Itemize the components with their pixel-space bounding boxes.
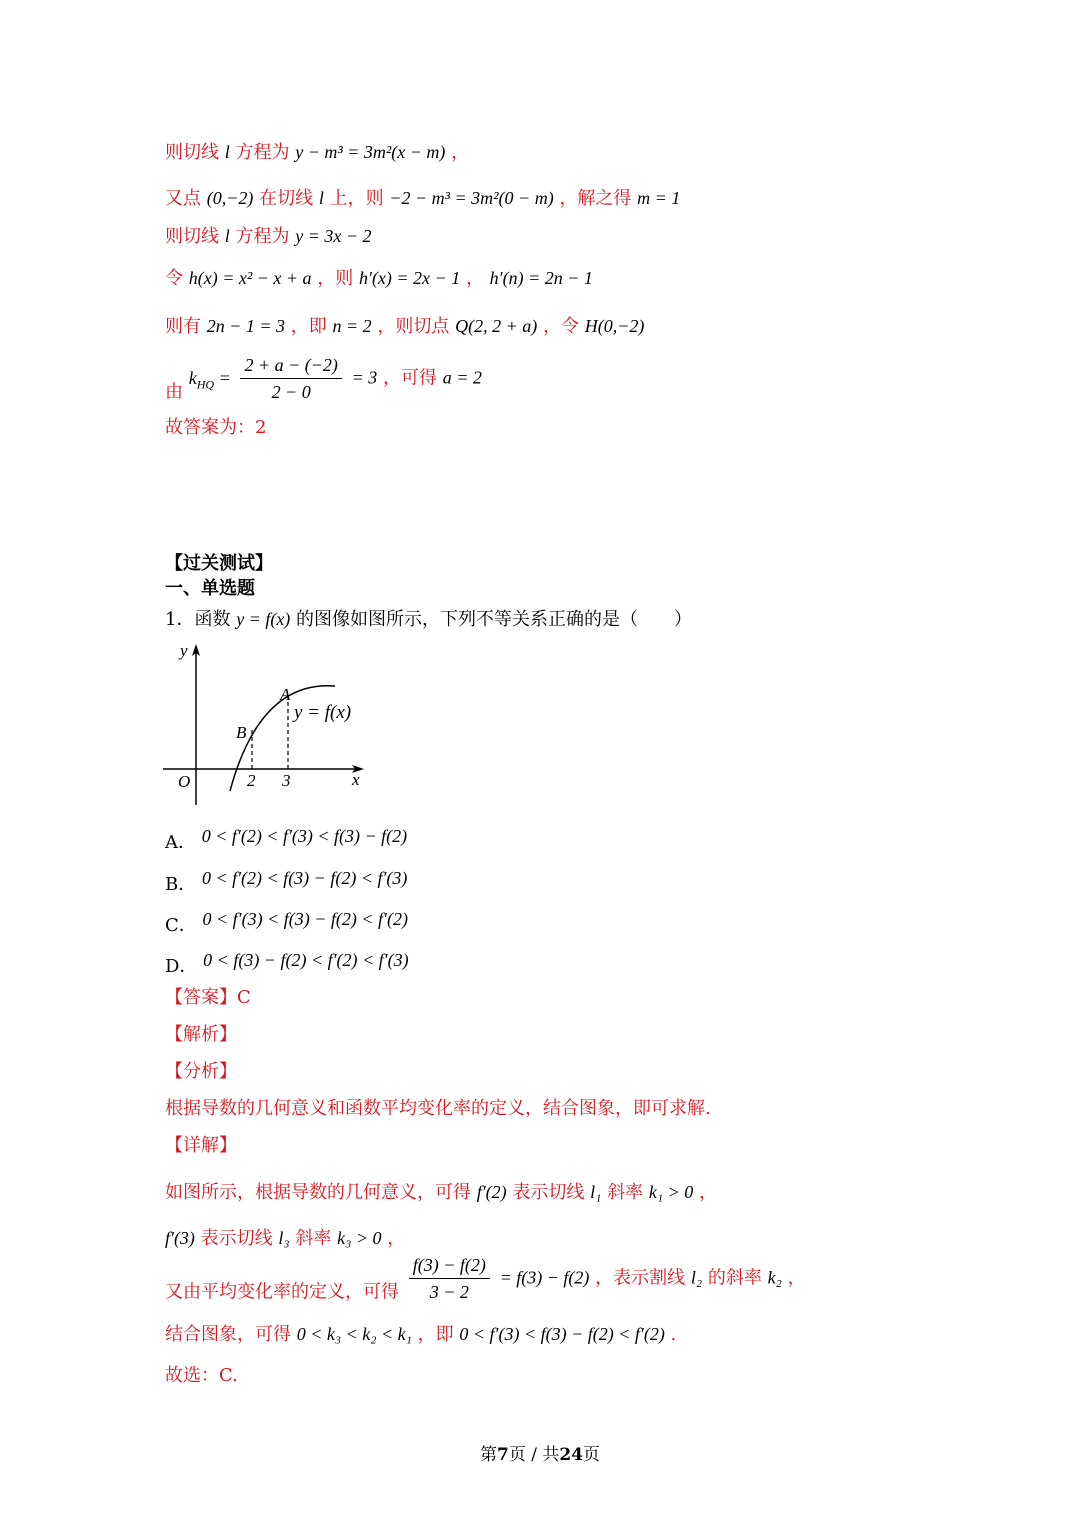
solution-line-1 [165, 140, 469, 165]
text: 上，则 [329, 188, 384, 209]
math-equation: h′(n) = 2n − 1 [489, 268, 593, 288]
text: 表示切线 [512, 1182, 585, 1203]
text: ，则 [317, 268, 354, 289]
math-inequality: 0 < k₃ < k₂ < k₁ [296, 1324, 412, 1344]
text: 如图所示，根据导数的几何意义，可得 [165, 1182, 471, 1203]
fraction [240, 352, 341, 405]
math-var: l₂ [690, 1267, 703, 1288]
text: ， [451, 142, 470, 163]
math-equation: −2 − m³ = 3m²(0 − m) [389, 188, 554, 208]
math-equation: = f(3) − f(2) [499, 1267, 590, 1288]
answer-label: 【答案】 [165, 987, 237, 1008]
math-function: y = f(x) [236, 609, 291, 629]
math-equation: = 3 [351, 367, 378, 388]
option-c [165, 907, 408, 938]
detail-label: 【详解】 [165, 1135, 237, 1156]
text: 斜率 [295, 1228, 332, 1249]
detail-line-5: 故选：C. [165, 1365, 238, 1386]
option-label: A． [165, 832, 196, 853]
solution-line-4 [165, 266, 593, 291]
math-var: l [318, 188, 324, 208]
text: ，表示割线 [595, 1267, 686, 1289]
footer-text: 第 [479, 1445, 497, 1465]
slope-symbol: $k_{HQ}$ = [188, 367, 231, 392]
tangent-equation: y − m³ = 3m²(x − m) [295, 142, 446, 162]
solution-line-5 [165, 314, 644, 339]
math-equation: h′(x) = 2x − 1 [359, 268, 461, 288]
math-point: H(0,−2) [584, 316, 645, 336]
detail-line-1 [165, 1180, 717, 1205]
text: 的斜率 [707, 1267, 762, 1289]
math-equation: y = 3x − 2 [295, 226, 372, 246]
solution-line-2 [165, 186, 680, 211]
page-footer [0, 1440, 1080, 1465]
math-equation: Q(2, 2 + a) [455, 316, 538, 336]
section-title: 【过关测试】 [165, 553, 273, 574]
text: 则切线 [165, 226, 219, 247]
text: ，即 [290, 316, 327, 337]
text: 又由平均变化率的定义，可得 [165, 1281, 399, 1303]
origin-label: O [178, 772, 191, 791]
y-axis-label: y [180, 641, 188, 660]
answer-value: C [237, 987, 251, 1008]
text: ，令 [543, 316, 579, 337]
text: 方程为 [235, 142, 290, 163]
y-axis [192, 644, 200, 805]
text: 令 [165, 268, 183, 289]
math-var: k₂ [767, 1267, 782, 1288]
text: 1．函数 [165, 609, 231, 630]
option-text: 0 < f′(2) < f′(3) < f(3) − f(2) [201, 826, 408, 846]
text: 斜率 [607, 1182, 644, 1203]
analysis-label: 【解析】 [165, 1024, 237, 1045]
detail-line-4 [165, 1322, 676, 1347]
text: . [670, 1324, 677, 1345]
text: 的图像如图所示，下列不等关系正确的是（ ） [296, 609, 693, 630]
math-var: l [224, 226, 230, 246]
solution-line-3 [165, 224, 372, 249]
text: ， [465, 268, 484, 289]
math-inequality: 0 < f′(3) < f(3) − f(2) < f′(2) [459, 1324, 665, 1344]
text: 结合图象，可得 [165, 1324, 291, 1345]
total-pages: 24 [559, 1445, 584, 1465]
text: 由 [165, 381, 183, 403]
text: ， [787, 1267, 806, 1289]
footer-text: 页 [583, 1445, 601, 1465]
fraction-denominator: 3 − 2 [429, 1282, 469, 1302]
option-label: B． [165, 874, 197, 895]
option-d [165, 948, 409, 979]
detail-line-3 [165, 1252, 806, 1306]
text: 则切线 [165, 142, 219, 163]
tick-3-label: 3 [282, 771, 291, 790]
text: 又点 [165, 188, 201, 209]
footer-text: 页 / 共 [508, 1445, 560, 1465]
fenxi-label: 【分析】 [165, 1061, 237, 1082]
math-equation: 2n − 1 = 3 [206, 316, 286, 336]
math-equation: n = 2 [332, 316, 372, 336]
curve-label: y = f(x) [294, 702, 352, 723]
option-label: C． [165, 915, 197, 936]
option-a [165, 824, 407, 855]
math-result: a = 2 [442, 367, 482, 388]
x-axis [163, 765, 364, 773]
point-a-label: A [280, 685, 291, 704]
answer-line [165, 986, 251, 1010]
point-b-label: B [236, 723, 247, 742]
text: 在切线 [259, 188, 314, 209]
text: ， [387, 1228, 406, 1249]
option-text: 0 < f′(2) < f(3) − f(2) < f′(3) [201, 868, 408, 888]
option-label: D． [165, 956, 198, 977]
solution-line-6 [165, 352, 482, 406]
text: ，解之得 [559, 188, 632, 209]
option-text: 0 < f(3) − f(2) < f′(2) < f′(3) [203, 950, 409, 970]
text: ，即 [417, 1324, 454, 1345]
fraction [409, 1252, 490, 1305]
fraction-numerator: 2 + a − (−2) [240, 352, 341, 379]
fraction-numerator: f(3) − f(2) [409, 1252, 490, 1279]
page-number: 7 [496, 1445, 509, 1465]
option-b [165, 866, 407, 897]
math-equation: h(x) = x² − x + a [188, 268, 312, 288]
function-graph [160, 640, 390, 810]
section-subtitle: 一、单选题 [165, 578, 255, 599]
fraction-denominator: 2 − 0 [271, 382, 311, 402]
math-derivative: f′(3) [165, 1228, 195, 1248]
math-subscript: HQ [196, 377, 215, 392]
question-stem [165, 607, 692, 632]
text: ，则切点 [377, 316, 450, 337]
text: 则有 [165, 316, 201, 337]
detail-line-2 [165, 1226, 405, 1251]
math-point: (0,−2) [206, 188, 254, 208]
text: 表示切线 [200, 1228, 273, 1249]
x-axis-label: x [352, 770, 360, 789]
text: 方程为 [235, 226, 290, 247]
option-text: 0 < f′(3) < f(3) − f(2) < f′(2) [202, 909, 408, 929]
math-var: l₁ [590, 1182, 602, 1202]
math-var: l [224, 142, 230, 162]
text: ， [699, 1182, 718, 1203]
math-result: m = 1 [637, 188, 681, 208]
math-var: k [188, 367, 197, 388]
math-inequality: k₃ > 0 [337, 1228, 382, 1248]
fenxi-text: 根据导数的几何意义和函数平均变化率的定义，结合图象，即可求解. [165, 1098, 711, 1119]
math-derivative: f′(2) [476, 1182, 507, 1202]
math-inequality: k₁ > 0 [648, 1182, 694, 1202]
math-var: l₃ [278, 1228, 290, 1248]
tick-2-label: 2 [247, 771, 256, 790]
solution-line-7: 故答案为：2 [165, 417, 267, 438]
text: ，可得 [383, 367, 438, 389]
